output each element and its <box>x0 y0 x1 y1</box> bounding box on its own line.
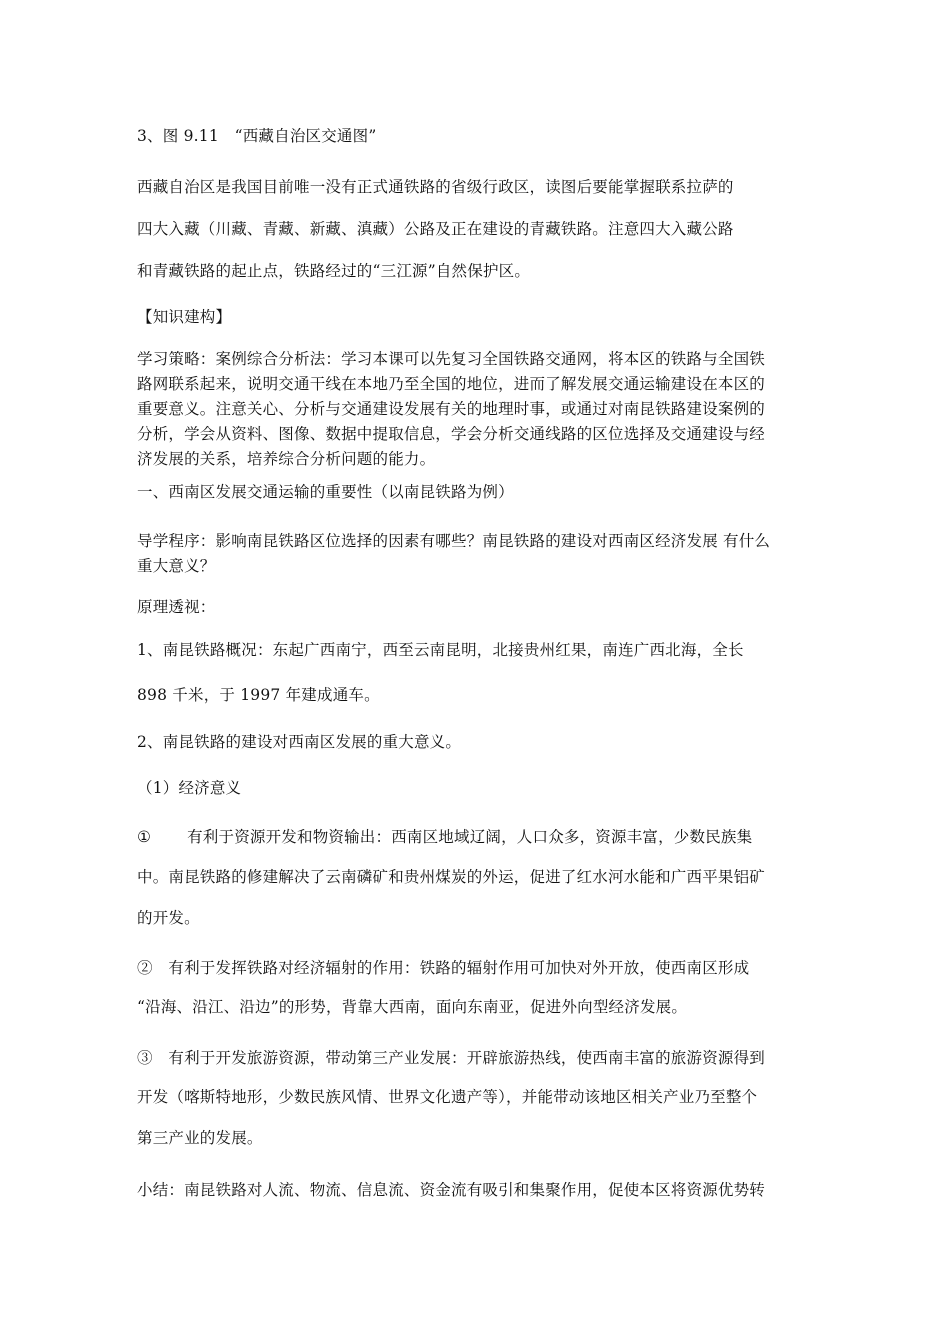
list-marker: ① <box>137 828 152 846</box>
paragraph-line: 的开发。 <box>137 909 200 927</box>
paragraph-line: 分析，学会从资料、图像、数据中提取信息，学会分析交通线路的区位选择及交通建设与经 <box>137 425 766 443</box>
summary-line: 小结：南昆铁路对人流、物流、信息流、资金流有吸引和集聚作用，促使本区将资源优势转 <box>137 1181 766 1199</box>
paragraph-line: 1、南昆铁路概况：东起广西南宁，西至云南昆明，北接贵州红果，南连广西北海，全长 <box>137 641 744 659</box>
paragraph-line: 四大入藏（川藏、青藏、新藏、滇藏）公路及正在建设的青藏铁路。注意四大入藏公路 <box>137 220 734 238</box>
section-heading: 【知识建构】 <box>137 308 232 326</box>
paragraph-line: 898 千米，于 1997 年建成通车。 <box>137 686 380 704</box>
paragraph-line: 重大意义？ <box>137 557 216 575</box>
paragraph-line: 西藏自治区是我国目前唯一没有正式通铁路的省级行政区，读图后要能掌握联系拉萨的 <box>137 178 734 196</box>
paragraph-line: 第三产业的发展。 <box>137 1129 263 1147</box>
figure-caption: 3、图 9.11 “西藏自治区交通图” <box>137 127 377 145</box>
section-heading: 一、西南区发展交通运输的重要性（以南昆铁路为例） <box>137 483 514 501</box>
paragraph-line: 开发（喀斯特地形，少数民族风情、世界文化遗产等），并能带动该地区相关产业乃至整个 <box>137 1088 758 1106</box>
paragraph-line: 导学程序：影响南昆铁路区位选择的因素有哪些？南昆铁路的建设对西南区经济发展 有什么 <box>137 532 771 550</box>
list-item-text: 有利于资源开发和物资输出：西南区地域辽阔，人口众多，资源丰富，少数民族集 <box>187 828 753 846</box>
paragraph-line: 中。南昆铁路的修建解决了云南磷矿和贵州煤炭的外运，促进了红水河水能和广西平果铝矿 <box>137 868 766 886</box>
list-item: ③ 有利于开发旅游资源，带动第三产业发展：开辟旅游热线，使西南丰富的旅游资源得到 <box>137 1049 766 1067</box>
paragraph-line: 原理透视： <box>137 598 216 616</box>
paragraph-line: 路网联系起来，说明交通干线在本地乃至全国的地位，进而了解发展交通运输建设在本区的 <box>137 375 766 393</box>
paragraph-line: 重要意义。注意关心、分析与交通建设发展有关的地理时事，或通过对南昆铁路建设案例的 <box>137 400 766 418</box>
paragraph-line: 学习策略：案例综合分析法：学习本课可以先复习全国铁路交通网，将本区的铁路与全国铁 <box>137 350 766 368</box>
list-item: ② 有利于发挥铁路对经济辐射的作用：铁路的辐射作用可加快对外开放，使西南区形成 <box>137 959 750 977</box>
list-item <box>137 827 752 847</box>
paragraph-line: 和青藏铁路的起止点，铁路经过的“三江源”自然保护区。 <box>137 262 531 280</box>
paragraph-line: 2、南昆铁路的建设对西南区发展的重大意义。 <box>137 733 462 751</box>
paragraph-line: “沿海、沿江、沿边”的形势，背靠大西南，面向东南亚，促进外向型经济发展。 <box>137 998 688 1016</box>
paragraph-line: 济发展的关系，培养综合分析问题的能力。 <box>137 450 436 468</box>
subheading: （1）经济意义 <box>137 779 242 797</box>
